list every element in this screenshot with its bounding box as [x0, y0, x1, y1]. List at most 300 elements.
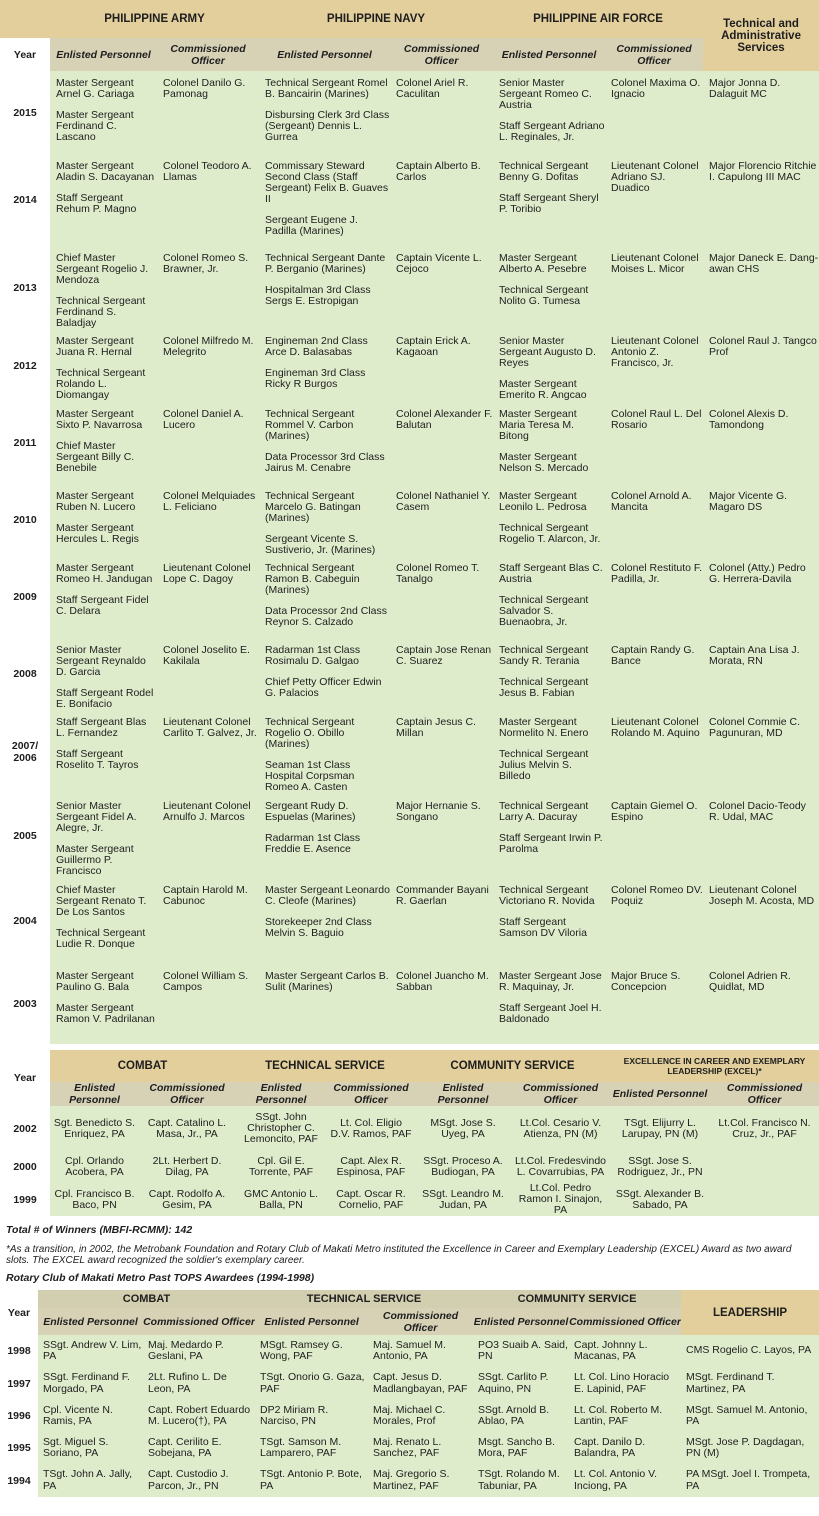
awardee-cell — [157, 484, 259, 556]
awardee-cell: Capt. Catalino L. Masa, Jr., PA — [139, 1106, 235, 1151]
table-row — [0, 710, 819, 794]
awardee-name: Colonel Maxima O. Ignacio — [611, 77, 701, 100]
group-combat: COMBAT — [50, 1050, 235, 1082]
awardee-cell — [157, 710, 259, 794]
year-cell: 2011 — [0, 402, 50, 484]
awardee-cell — [605, 964, 703, 1044]
awardee-cell — [259, 484, 390, 556]
awardee-name: Sergeant Vicente S. Sustiverio, Jr. (Marines) — [265, 533, 376, 556]
awardee-name: Master Sergeant Maria Teresa M. Bitong — [499, 408, 577, 442]
group-combat: COMBAT — [38, 1290, 255, 1308]
awardee-name: Colonel William S. Campos — [163, 970, 249, 993]
awardee-cell — [493, 638, 605, 710]
awardee-cell — [50, 71, 157, 154]
year-cell: 1996 — [0, 1400, 38, 1432]
awardee-cell — [390, 638, 493, 710]
awardee-cell — [493, 556, 605, 638]
awardee-cell — [390, 484, 493, 556]
awardee-cell — [605, 878, 703, 964]
awardee-name: Technical Sergeant Benny G. Dofitas — [499, 160, 589, 183]
awardee-cell: MSgt. Jose S. Uyeg, PA — [415, 1106, 511, 1151]
awardee-cell: TSgt. Samson M. Lamparero, PAF — [255, 1432, 368, 1464]
awardee-cell: SSgt. Andrew V. Lim, PA — [38, 1335, 143, 1367]
table-row — [0, 1400, 819, 1432]
awardee-cell: Capt. Danilo D. Balandra, PA — [569, 1432, 681, 1464]
awardee-cell — [50, 964, 157, 1044]
awardee-name: Storekeeper 2nd Class Melvin S. Baguio — [265, 916, 372, 939]
awardee-cell — [259, 246, 390, 329]
awardee-cell — [605, 794, 703, 878]
awardee-name: Senior Master Sergeant Augusto D. Reyes — [499, 335, 596, 369]
awardee-name: Master Sergeant Ruben N. Lucero — [56, 490, 136, 513]
year-cell: 2005 — [0, 794, 50, 878]
awardee-cell — [50, 484, 157, 556]
awardee-cell — [50, 154, 157, 246]
year-header: Year — [0, 38, 50, 71]
awardee-cell: SSgt. Arnold B. Ablao, PA — [473, 1400, 569, 1432]
awardee-cell — [605, 710, 703, 794]
table-row — [0, 1106, 819, 1151]
awardee-name: Staff Sergeant Blas L. Fernandez — [56, 716, 147, 739]
year-cell: 1999 — [0, 1183, 50, 1216]
awardee-cell — [493, 710, 605, 794]
year-cell: 1997 — [0, 1367, 38, 1400]
subhead: Enlisted Personnel — [235, 1082, 327, 1106]
awardee-cell: MSgt. Jose P. Dagdagan, PN (M) — [681, 1432, 819, 1464]
awardee-name: Technical Sergeant Victoriano R. Novida — [499, 884, 595, 907]
subhead: Commissioned Officer — [710, 1082, 819, 1106]
awardee-name: Colonel Commie C. Pagunuran, MD — [709, 716, 801, 739]
awardee-cell — [710, 1183, 819, 1216]
awardee-cell: Lt. Col. Lino Horacio E. Lapinid, PAF — [569, 1367, 681, 1400]
awardee-cell: Maj. Medardo P. Geslani, PA — [143, 1335, 255, 1367]
awardee-cell — [703, 964, 819, 1044]
group-community-service: COMMUNITY SERVICE — [415, 1050, 610, 1082]
group-excel: EXCELLENCE IN CAREER AND EXEMPLARY LEADERSHIP (EXCEL)* — [610, 1050, 819, 1082]
awardee-name: Technical Sergeant Larry A. Dacuray — [499, 800, 589, 823]
table-row — [0, 1335, 819, 1367]
awardee-name: Master Sergeant Hercules L. Regis — [56, 522, 139, 545]
awardee-cell — [493, 154, 605, 246]
awardee-cell — [157, 964, 259, 1044]
awardee-name: Master Sergeant Romeo H. Jandugan — [56, 562, 153, 585]
awardee-cell: SSgt. Jose S. Rodriguez, Jr., PN — [610, 1151, 710, 1183]
awardee-name: Lieutenant Colonel Joseph M. Acosta, MD — [709, 884, 815, 907]
awardee-name: Master Sergeant Leonardo C. Cleofe (Marines) — [265, 884, 390, 907]
awardee-name: Master Sergeant Arnel G. Cariaga — [56, 77, 135, 100]
awardee-name: Lieutenant Colonel Lope C. Dagoy — [163, 562, 251, 585]
awardee-name: Colonel Romeo DV. Poquiz — [611, 884, 703, 907]
awardee-cell — [605, 154, 703, 246]
awardee-cell: GMC Antonio L. Balla, PN — [235, 1183, 327, 1216]
awardee-name: Hospitalman 3rd Class Sergs E. Estropigan — [265, 284, 371, 307]
awardee-cell — [605, 484, 703, 556]
awardee-cell: Lt.Col. Fredesvindo L. Covarrubias, PA — [511, 1151, 610, 1183]
subhead: Enlisted Personnel — [50, 1082, 139, 1106]
awardee-name: Technical Sergeant Rogelio T. Alarcon, Jr. — [499, 522, 601, 545]
awardee-cell — [390, 71, 493, 154]
awardee-name: Radarman 1st Class Rosimalu D. Galgao — [265, 644, 361, 667]
year-cell: 2007/ 2006 — [0, 710, 50, 794]
subhead: Enlisted Personnel — [473, 1308, 569, 1335]
awardee-name: Technical Sergeant Dante P. Berganio (Marines) — [265, 252, 386, 275]
awardee-name: Lieutenant Colonel Carlito T. Galvez, Jr. — [163, 716, 257, 739]
year-cell: 2000 — [0, 1151, 50, 1183]
awardee-name: Master Sergeant Paulino G. Bala — [56, 970, 134, 993]
subhead: Enlisted Personnel — [493, 38, 605, 71]
year-cell: 2002 — [0, 1106, 50, 1151]
awardee-name: Colonel Nathaniel Y. Casem — [396, 490, 491, 513]
awardee-name: Staff Sergeant Adriano L. Reginales, Jr. — [499, 120, 605, 143]
subhead: Enlisted Personnel — [50, 38, 157, 71]
awardee-cell: Capt. Oscar R. Cornelio, PAF — [327, 1183, 415, 1216]
awardee-cell — [259, 556, 390, 638]
awardee-name: Disbursing Clerk 3rd Class (Sergeant) Dennis L. Gurrea — [265, 109, 390, 143]
awardee-cell — [259, 329, 390, 402]
awardee-cell: Sgt. Benedicto S. Enriquez, PA — [50, 1106, 139, 1151]
awardee-name: Lieutenant Colonel Moises L. Micor — [611, 252, 699, 275]
awardee-name: Staff Sergeant Fidel C. Delara — [56, 594, 149, 617]
awardee-name: Chief Master Sergeant Renato T. De Los Santos — [56, 884, 147, 918]
table-row — [0, 1432, 819, 1464]
awardee-cell — [50, 556, 157, 638]
awardee-cell — [605, 556, 703, 638]
awardee-name: Master Sergeant Juana R. Hernal — [56, 335, 134, 358]
awardee-name: Colonel Raul L. Del Rosario — [611, 408, 702, 431]
awardee-name: Commissary Steward Second Class (Staff Sergeant) Felix B. Guaves II — [265, 160, 389, 205]
year-cell: 2003 — [0, 964, 50, 1044]
awardee-name: Technical Sergeant Julius Melvin S. Billedo — [499, 748, 589, 782]
awardee-cell — [703, 710, 819, 794]
table-row — [0, 246, 819, 329]
awardee-name: Colonel Milfredo M. Melegrito — [163, 335, 254, 358]
awardee-name: Master Sergeant Jose R. Maquinay, Jr. — [499, 970, 602, 993]
group-navy: PHILIPPINE NAVY — [259, 0, 493, 38]
awardee-cell — [157, 402, 259, 484]
awardee-cell — [157, 154, 259, 246]
awardee-cell: TSgt. John A. Jally, PA — [38, 1464, 143, 1497]
table-row — [0, 964, 819, 1044]
awardee-cell — [259, 638, 390, 710]
awardee-name: Technical Sergeant Ferdinand S. Baladjay — [56, 295, 146, 329]
total-winners: Total # of Winners (MBFI-RCMM): 142 — [6, 1224, 193, 1236]
awardee-cell: SSgt. Leandro M. Judan, PA — [415, 1183, 511, 1216]
awardee-name: Technical Sergeant Romel B. Bancairin (Marines) — [265, 77, 388, 100]
subhead: Commissioned Officer — [139, 1082, 235, 1106]
awardee-name: Technical Sergeant Rommel V. Carbon (Marines) — [265, 408, 355, 442]
awardee-cell — [703, 402, 819, 484]
group-community-service: COMMUNITY SERVICE — [473, 1290, 681, 1308]
subhead: Enlisted Personnel — [255, 1308, 368, 1335]
awardee-cell — [703, 878, 819, 964]
awardee-name: Captain Ana Lisa J. Morata, RN — [709, 644, 800, 667]
awardee-name: Technical Sergeant Ramon B. Cabeguin (Marines) — [265, 562, 360, 596]
table-row — [0, 1464, 819, 1497]
awardee-name: Major Daneck E. Dang-awan CHS — [709, 252, 819, 275]
awardee-name: Colonel Restituto F. Padilla, Jr. — [611, 562, 703, 585]
awardee-name: Colonel Melquiades L. Feliciano — [163, 490, 256, 513]
awardee-name: Engineman 2nd Class Arce D. Balasabas — [265, 335, 368, 358]
awardee-cell: PA MSgt. Joel I. Trompeta, PA — [681, 1464, 819, 1497]
group-leadership: LEADERSHIP — [681, 1290, 819, 1335]
awardee-name: Senior Master Sergeant Fidel A. Alegre, Jr. — [56, 800, 137, 834]
table-row — [0, 1367, 819, 1400]
awardee-name: Chief Master Sergeant Billy C. Benebile — [56, 440, 135, 474]
awardee-cell: Maj. Renato L. Sanchez, PAF — [368, 1432, 473, 1464]
awardee-cell — [259, 964, 390, 1044]
awardee-cell: Cpl. Gil E. Torrente, PAF — [235, 1151, 327, 1183]
awardee-name: Colonel Arnold A. Mancita — [611, 490, 692, 513]
subhead: Commissioned Officer — [143, 1308, 255, 1335]
awardee-cell — [390, 154, 493, 246]
table-row — [0, 794, 819, 878]
awardee-name: Technical Sergeant Salvador S. Buenaobra, Jr. — [499, 594, 589, 628]
group-technical-service: TECHNICAL SERVICE — [255, 1290, 473, 1308]
awardee-name: Lieutenant Colonel Adriano SJ. Duadico — [611, 160, 699, 194]
table-row — [0, 878, 819, 964]
awardee-cell: Capt. Jesus D. Madlangbayan, PAF — [368, 1367, 473, 1400]
awardee-name: Lieutenant Colonel Rolando M. Aquino — [611, 716, 700, 739]
awardee-cell — [157, 878, 259, 964]
awardee-cell — [390, 402, 493, 484]
awardee-name: Master Sergeant Aladin S. Dacayanan — [56, 160, 155, 183]
year-header: Year — [0, 1290, 38, 1335]
awardee-cell — [493, 964, 605, 1044]
awardee-cell: Lt. Col. Eligio D.V. Ramos, PAF — [327, 1106, 415, 1151]
awardee-cell — [157, 556, 259, 638]
group-technical-administrative: Technical and Administrative Services — [703, 0, 819, 71]
awardee-name: Master Sergeant Ferdinand C. Lascano — [56, 109, 134, 143]
awardee-name: Staff Sergeant Rehum P. Magno — [56, 192, 137, 215]
excel-footnote: *As a transition, in 2002, the Metrobank Foundation and Rotary Club of Makati Metro instituted the Excellence in Career and Exemplary Leadership (EXCEL) Award as two award slots. The EXCEL award recognized the soldier's exemplary career. — [6, 1244, 792, 1266]
awardee-cell: Capt. Cerilito E. Sobejana, PA — [143, 1432, 255, 1464]
awardee-cell — [703, 154, 819, 246]
awardee-name: Colonel Alexander F. Balutan — [396, 408, 493, 431]
awardee-cell — [259, 794, 390, 878]
awardee-cell: Cpl. Vicente N. Ramis, PA — [38, 1400, 143, 1432]
awardee-cell: Capt. Custodio J. Parcon, Jr., PN — [143, 1464, 255, 1497]
awardee-name: Colonel Danilo G. Pamonag — [163, 77, 246, 100]
awardee-name: Data Processor 2nd Class Reynor S. Calzado — [265, 605, 387, 628]
awardee-cell: Capt. Johnny L. Macanas, PA — [569, 1335, 681, 1367]
awardee-cell — [50, 638, 157, 710]
awardee-name: Colonel (Atty.) Pedro G. Herrera-Davila — [709, 562, 806, 585]
awardee-cell — [157, 329, 259, 402]
awardee-name: Staff Sergeant Rodel E. Bonifacio — [56, 687, 154, 710]
awardee-name: Senior Master Sergeant Reynaldo D. Garcia — [56, 644, 146, 678]
subhead: Enlisted Personnel — [259, 38, 390, 71]
awardee-cell: Capt. Alex R. Espinosa, PAF — [327, 1151, 415, 1183]
awardee-cell — [703, 246, 819, 329]
awardee-cell — [493, 794, 605, 878]
awardee-name: Technical Sergeant Marcelo G. Batingan (Marines) — [265, 490, 361, 524]
awardee-cell: Sgt. Miguel S. Soriano, PA — [38, 1432, 143, 1464]
awardee-cell: Msgt. Sancho B. Mora, PAF — [473, 1432, 569, 1464]
awardee-cell — [259, 71, 390, 154]
awardee-name: Staff Sergeant Irwin P. Parolma — [499, 832, 603, 855]
awardee-cell: Lt.Col. Francisco N. Cruz, Jr., PAF — [710, 1106, 819, 1151]
awardee-cell: MSgt. Ferdinand T. Martinez, PA — [681, 1367, 819, 1400]
awardee-name: Commander Bayani R. Gaerlan — [396, 884, 489, 907]
year-cell: 2009 — [0, 556, 50, 638]
awardee-cell — [259, 402, 390, 484]
awardee-name: Colonel Dacio-Teody R. Udal, MAC — [709, 800, 806, 823]
table-row — [0, 402, 819, 484]
awardee-name: Master Sergeant Normelito N. Enero — [499, 716, 589, 739]
awardee-name: Seaman 1st Class Hospital Corpsman Romeo A. Casten — [265, 759, 355, 793]
awardee-name: Technical Sergeant Rolando L. Diomangay — [56, 367, 146, 401]
awardee-name: Major Bruce S. Concepcion — [611, 970, 681, 993]
awardee-name: Master Sergeant Nelson S. Mercado — [499, 451, 589, 474]
subhead: Commissioned Officer — [390, 38, 493, 71]
awardee-cell: TSgt. Onorio G. Gaza, PAF — [255, 1367, 368, 1400]
awardee-cell — [390, 794, 493, 878]
awardee-name: Master Sergeant Emerito R. Angcao — [499, 378, 587, 401]
awardee-cell: SSgt. Proceso A. Budiogan, PA — [415, 1151, 511, 1183]
year-cell: 2008 — [0, 638, 50, 710]
table-row — [0, 1151, 819, 1183]
awardee-name: Colonel Raul J. Tangco Prof — [709, 335, 817, 358]
subhead: Commissioned Officer — [327, 1082, 415, 1106]
subhead: Commissioned Officer — [157, 38, 259, 71]
awardee-name: Colonel Adrien R. Quidlat, MD — [709, 970, 791, 993]
year-cell: 1998 — [0, 1335, 38, 1367]
awardee-name: Technical Sergeant Ludie R. Donque — [56, 927, 146, 950]
awardee-cell: 2Lt. Rufino L. De Leon, PA — [143, 1367, 255, 1400]
awardee-cell: Capt. Rodolfo A. Gesim, PA — [139, 1183, 235, 1216]
awardee-cell — [390, 964, 493, 1044]
awardee-name: Staff Sergeant Blas C. Austria — [499, 562, 603, 585]
awardee-name: Technical Sergeant Jesus B. Fabian — [499, 676, 589, 699]
awardee-cell — [50, 878, 157, 964]
year-cell: 2004 — [0, 878, 50, 964]
awardee-cell: Maj. Gregorio S. Martinez, PAF — [368, 1464, 473, 1497]
awardee-name: Colonel Daniel A. Lucero — [163, 408, 244, 431]
table-row — [0, 1183, 819, 1216]
awardee-cell: CMS Rogelio C. Layos, PA — [681, 1335, 819, 1367]
awardee-cell — [605, 402, 703, 484]
awardee-cell — [390, 246, 493, 329]
awardee-name: Master Sergeant Carlos B. Sulit (Marines) — [265, 970, 389, 993]
table-row — [0, 638, 819, 710]
year-cell: 1995 — [0, 1432, 38, 1464]
awardee-name: Captain Vicente L. Cejoco — [396, 252, 482, 275]
awardee-name: Captain Alberto B. Carlos — [396, 160, 481, 183]
awardee-cell — [703, 71, 819, 154]
awardee-cell — [605, 71, 703, 154]
awardee-name: Staff Sergeant Sheryl P. Toribio — [499, 192, 599, 215]
awardee-name: Major Florencio Ritchie I. Capulong III MAC — [709, 160, 817, 183]
table-row — [0, 329, 819, 402]
awardee-cell — [703, 484, 819, 556]
awardee-name: Technical Sergeant Sandy R. Terania — [499, 644, 589, 667]
awardee-cell: Lt.Col. Pedro Ramon I. Sinajon, PA — [511, 1183, 610, 1216]
awardee-name: Lieutenant Colonel Arnulfo J. Marcos — [163, 800, 251, 823]
awardee-cell — [710, 1151, 819, 1183]
awardee-cell — [50, 402, 157, 484]
awardee-cell — [50, 710, 157, 794]
awardee-cell: MSgt. Ramsey G. Wong, PAF — [255, 1335, 368, 1367]
awardee-cell: SSgt. Alexander B. Sabado, PA — [610, 1183, 710, 1216]
rotary-section-title: Rotary Club of Makati Metro Past TOPS Awardees (1994-1998) — [6, 1272, 315, 1284]
awardee-name: Colonel Joselito E. Kakilala — [163, 644, 250, 667]
subhead: Enlisted Personnel — [415, 1082, 511, 1106]
awardee-cell — [703, 794, 819, 878]
awardee-cell — [493, 484, 605, 556]
awardee-name: Major Hernanie S. Songano — [396, 800, 481, 823]
awardee-cell — [157, 638, 259, 710]
awardee-cell — [493, 246, 605, 329]
awardee-cell: TSgt. Antonio P. Bote, PA — [255, 1464, 368, 1497]
awardee-cell — [605, 246, 703, 329]
awardee-name: Radarman 1st Class Freddie E. Asence — [265, 832, 361, 855]
awardee-name: Captain Jose Renan C. Suarez — [396, 644, 492, 667]
awardee-cell — [259, 878, 390, 964]
awardee-name: Colonel Teodoro A. Llamas — [163, 160, 252, 183]
awardee-cell — [157, 794, 259, 878]
awardee-cell — [493, 329, 605, 402]
awardee-name: Colonel Juancho M. Sabban — [396, 970, 489, 993]
subhead: Commissioned Officer — [605, 38, 703, 71]
year-cell: 2010 — [0, 484, 50, 556]
awardee-name: Colonel Romeo S. Brawner, Jr. — [163, 252, 249, 275]
awardee-name: Master Sergeant Leonilo L. Pedrosa — [499, 490, 587, 513]
awardee-cell: Lt. Col. Roberto M. Lantin, PAF — [569, 1400, 681, 1432]
awardee-cell — [259, 154, 390, 246]
awardee-name: Master Sergeant Guillermo P. Francisco — [56, 843, 134, 877]
table-row — [0, 71, 819, 154]
awardee-cell — [605, 638, 703, 710]
subhead: Commissioned Officer — [368, 1308, 473, 1335]
rotary-awardees-table-1994-1998 — [0, 1290, 819, 1497]
awardee-name: Engineman 3rd Class Ricky R Burgos — [265, 367, 366, 390]
awardee-name: Staff Sergeant Roselito T. Tayros — [56, 748, 139, 771]
awardee-cell: Maj. Michael C. Morales, Prof — [368, 1400, 473, 1432]
awardee-name: Senior Master Sergeant Romeo C. Austria — [499, 77, 592, 111]
awardee-name: Chief Petty Officer Edwin G. Palacios — [265, 676, 382, 699]
awardee-cell — [493, 402, 605, 484]
year-header: Year — [0, 1050, 50, 1106]
year-cell: 2012 — [0, 329, 50, 402]
awardee-cell: DP2 Miriam R. Narciso, PN — [255, 1400, 368, 1432]
awardee-cell: 2Lt. Herbert D. Dilag, PA — [139, 1151, 235, 1183]
awardee-cell: TSgt. Elijurry L. Larupay, PN (M) — [610, 1106, 710, 1151]
corner-cell — [0, 0, 50, 38]
awardee-name: Master Sergeant Alberto A. Pesebre — [499, 252, 587, 275]
awardee-name: Colonel Ariel R. Caculitan — [396, 77, 469, 100]
awardee-cell: Lt. Col. Antonio V. Inciong, PA — [569, 1464, 681, 1497]
subhead: Enlisted Personnel — [610, 1082, 710, 1106]
subhead: Commissioned Officer — [569, 1308, 681, 1335]
awardee-name: Staff Sergeant Samson DV Viloria — [499, 916, 587, 939]
awardees-table-1999-2002 — [0, 1050, 819, 1216]
awardee-cell — [157, 246, 259, 329]
awardee-name: Captain Harold M. Cabunoc — [163, 884, 248, 907]
awardee-cell — [390, 878, 493, 964]
awardee-cell: Cpl. Orlando Acobera, PA — [50, 1151, 139, 1183]
awardee-cell: PO3 Suaib A. Said, PN — [473, 1335, 569, 1367]
group-technical-service: TECHNICAL SERVICE — [235, 1050, 415, 1082]
year-cell: 2015 — [0, 71, 50, 154]
awardee-cell — [50, 329, 157, 402]
awardee-name: Major Vicente G. Magaro DS — [709, 490, 788, 513]
subhead: Commissioned Officer — [511, 1082, 610, 1106]
awardee-cell — [390, 710, 493, 794]
awardee-name: Captain Jesus C. Millan — [396, 716, 476, 739]
awardee-cell — [50, 246, 157, 329]
awardee-name: Sergeant Eugene J. Padilla (Marines) — [265, 214, 358, 237]
awardee-cell — [390, 329, 493, 402]
